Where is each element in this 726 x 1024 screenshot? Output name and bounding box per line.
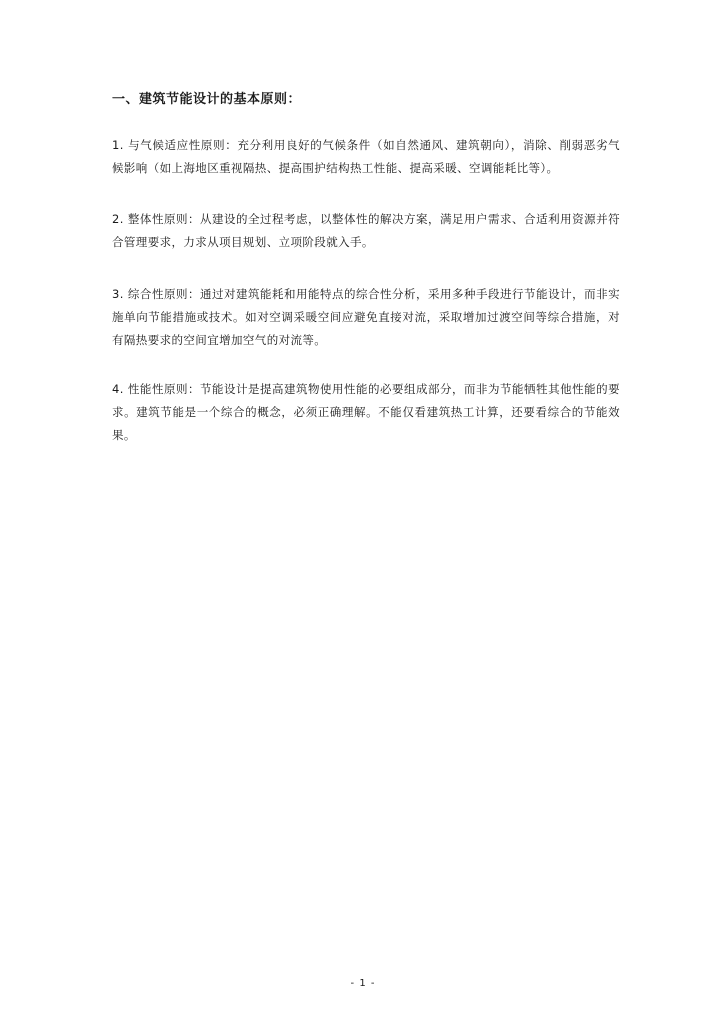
page-number: - 1 - [350, 978, 376, 989]
principle-paragraph-4: 4. 性能性原则：节能设计是提高建筑物使用性能的必要组成部分，而非为节能牺牲其他性能的要求。建筑节能是一个综合的概念，必须正确理解。不能仅看建筑热工计算，还要看综合的节能效果。 [112, 382, 620, 442]
principle-paragraph-2: 2. 整体性原则：从建设的全过程考虑，以整体性的解决方案，满足用户需求、合适利用资源并符合管理要求，力求从项目规划、立项阶段就入手。 [112, 212, 620, 249]
section-heading: 一、建筑节能设计的基本原则： [112, 92, 302, 107]
principle-paragraph-3: 3. 综合性原则：通过对建筑能耗和用能特点的综合性分析，采用多种手段进行节能设计，而非实施单向节能措施或技术。如对空调采暖空间应避免直接对流，采取增加过渡空间等综合措施，对有隔热要求的空间宜增加空气的对流等。 [112, 287, 620, 347]
principle-paragraph-1: 1. 与气候适应性原则：充分利用良好的气候条件（如自然通风、建筑朝向），消除、削弱恶劣气候影响（如上海地区重视隔热、提高围护结构热工性能、提高采暖、空调能耗比等）。 [112, 138, 620, 175]
